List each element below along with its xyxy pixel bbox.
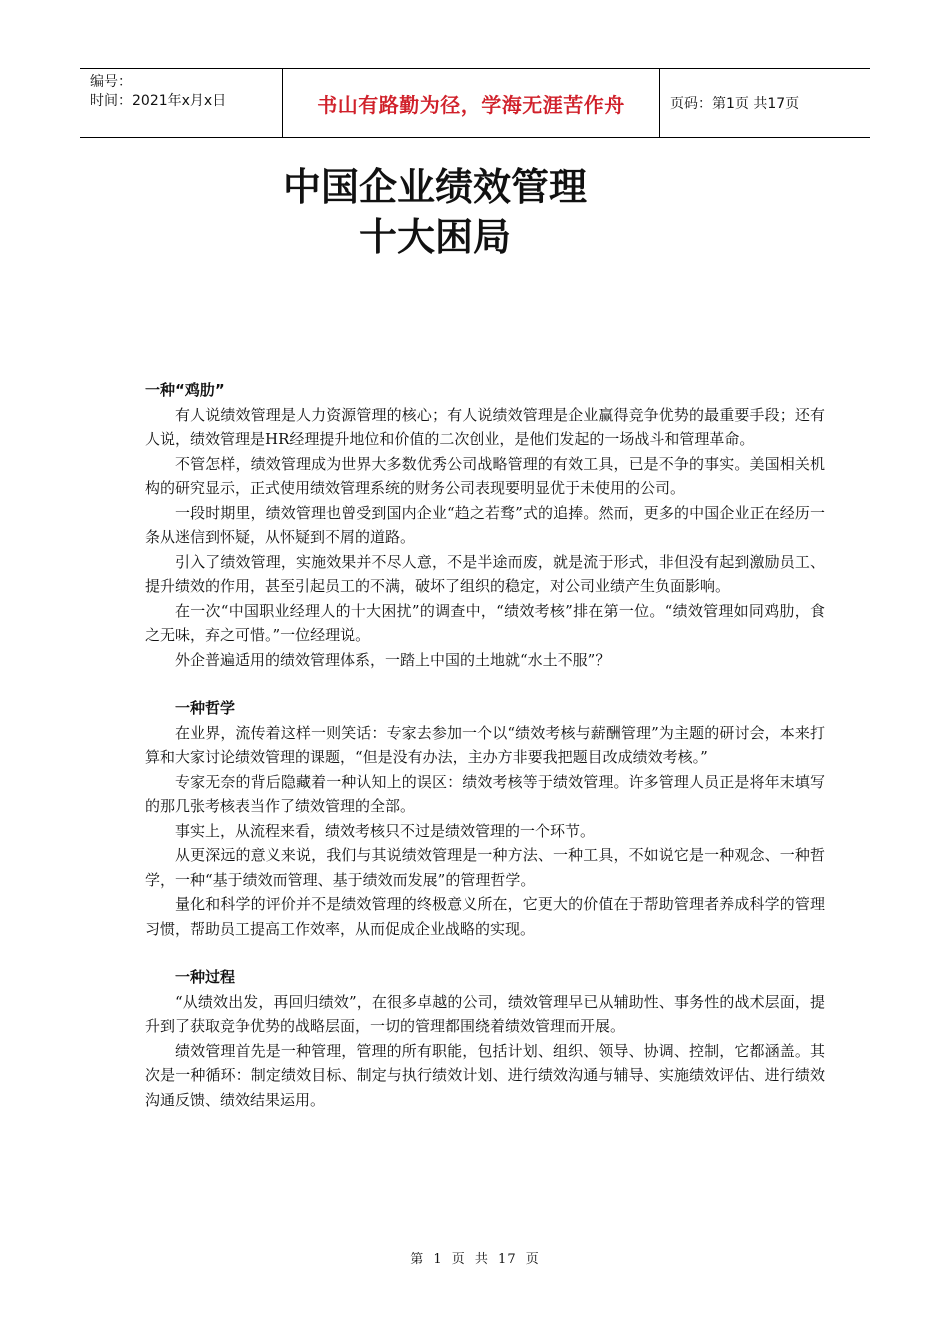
header-table	[80, 68, 870, 138]
document-body	[145, 378, 825, 1112]
section-heading: 一种过程	[175, 968, 236, 986]
page-info: 页码：第1页 共17页	[670, 96, 800, 112]
date-label: 时间：2021年x月x日	[90, 93, 227, 109]
document-title-line2: 十大困局	[358, 215, 511, 259]
paragraph: 有人说绩效管理是人力资源管理的核心；有人说绩效管理是企业赢得竞争优势的最重要手段；还有人说，绩效管理是HR经理提升地位和价值的二次创业，是他们发起的一场战斗和管理革命。	[145, 405, 825, 448]
header-meta-cell	[80, 69, 283, 137]
paragraph: 从更深远的意义来说，我们与其说绩效管理是一种方法、一种工具，不如说它是一种观念、一种哲学，一种“基于绩效而管理、基于绩效而发展”的管理哲学。	[145, 846, 825, 889]
document-title-line1: 中国企业绩效管理	[282, 165, 587, 209]
paragraph: 引入了绩效管理，实施效果并不尽人意，不是半途而废，就是流于形式，非但没有起到激励员工、提升绩效的作用，甚至引起员工的不满，破坏了组织的稳定，对公司业绩产生负面影响。	[145, 552, 825, 595]
paragraph: 不管怎样，绩效管理成为世界大多数优秀公司战略管理的有效工具，已是不争的事实。美国相关机构的研究显示，正式使用绩效管理系统的财务公司表现要明显优于未使用的公司。	[145, 454, 825, 497]
paragraph: 在业界，流传着这样一则笑话：专家去参加一个以“绩效考核与薪酬管理”为主题的研讨会，本来打算和大家讨论绩效管理的课题，“但是没有办法，主办方非要我把题目改成绩效考核。”	[145, 723, 825, 766]
header-motto-cell	[283, 69, 660, 137]
motto-text: 书山有路勤为径，学海无涯苦作舟	[317, 92, 625, 117]
number-label: 编号：	[90, 74, 132, 90]
paragraph: 在一次“中国职业经理人的十大困扰”的调查中，“绩效考核”排在第一位。“绩效管理如同鸡肋，食之无味，弃之可惜。”一位经理说。	[145, 601, 825, 644]
paragraph: 一段时期里，绩效管理也曾受到国内企业“趋之若骛”式的追捧。然而，更多的中国企业正在经历一条从迷信到怀疑，从怀疑到不屑的道路。	[145, 503, 825, 546]
paragraph: 外企普遍适用的绩效管理体系，一踏上中国的土地就“水土不服”？	[175, 650, 611, 669]
paragraph: 绩效管理首先是一种管理，管理的所有职能，包括计划、组织、领导、协调、控制，它都涵盖。其次是一种循环：制定绩效目标、制定与执行绩效计划、进行绩效沟通与辅导、实施绩效评估、进行绩效沟通反馈、绩效结果运用。	[145, 1041, 825, 1109]
section-heading: 一种哲学	[175, 699, 236, 717]
paragraph: 量化和科学的评价并不是绩效管理的终极意义所在，它更大的价值在于帮助管理者养成科学的管理习惯，帮助员工提高工作效率，从而促成企业战略的实现。	[145, 895, 825, 938]
page-footer	[0, 1248, 950, 1267]
section-heading: 一种“鸡肋”	[145, 381, 225, 399]
footer-page-number: 第 1 页 共 17 页	[410, 1252, 540, 1267]
paragraph: “从绩效出发，再回归绩效”，在很多卓越的公司，绩效管理早已从辅助性、事务性的战术层面，提升到了获取竞争优势的战略层面，一切的管理都围绕着绩效管理而开展。	[145, 992, 825, 1035]
paragraph: 专家无奈的背后隐藏着一种认知上的误区：绩效考核等于绩效管理。许多管理人员正是将年末填写的那几张考核表当作了绩效管理的全部。	[145, 772, 825, 815]
paragraph: 事实上，从流程来看，绩效考核只不过是绩效管理的一个环节。	[175, 821, 596, 840]
